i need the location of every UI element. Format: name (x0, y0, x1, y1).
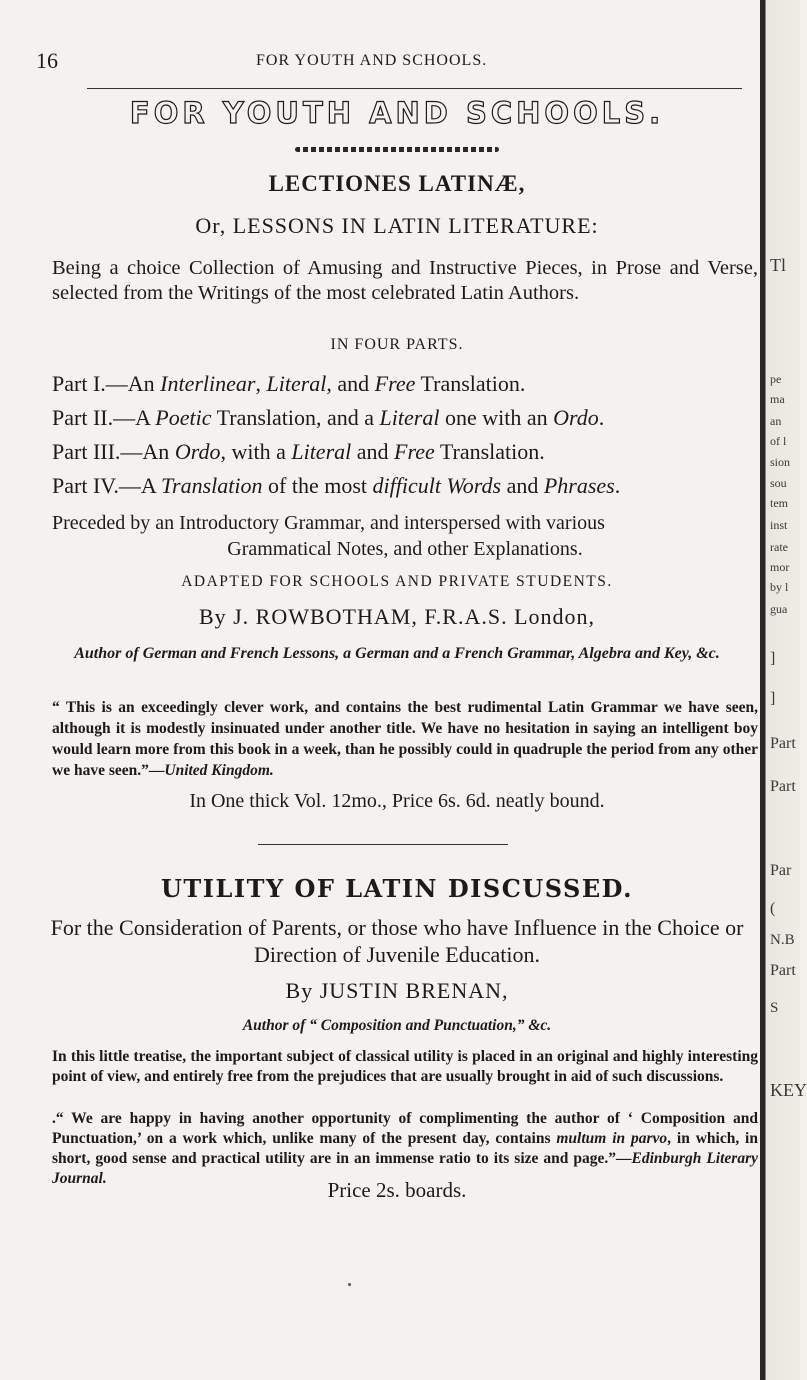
bleed-text: KEY (770, 1080, 807, 1100)
bleed-text: S (770, 1000, 779, 1016)
book-subtitle-utility: For the Consideration of Parents, or those who have Influence in the Choice or Direction of Juvenile Education. (50, 915, 744, 967)
bleed-text: N.B (770, 932, 795, 948)
ornament-divider (36, 147, 758, 153)
section-heading: FOR YOUTH AND SCHOOLS. (129, 96, 665, 130)
bleed-text: by l (770, 580, 789, 594)
bleed-text: Tl (770, 255, 786, 275)
bleed-text: of l (770, 434, 787, 448)
part-line-4: Part IV.—A Translation of the most difficult Words and Phrases. (52, 473, 621, 498)
bleed-text: gua (770, 602, 788, 616)
bleed-text: Part (770, 778, 796, 795)
bleed-text: Part (770, 962, 796, 979)
running-head: FOR YOUTH AND SCHOOLS. (256, 52, 488, 69)
preceded-note: Preceded by an Introductory Grammar, and interspersed with various Grammatical Notes, and other Explanations. (52, 512, 605, 560)
bleed-text: tem (770, 496, 788, 510)
author-works-brenan: Author of “ Composition and Punctuation,” &c. (242, 1017, 552, 1034)
author-byline: By J. ROWBOTHAM, F.R.A.S. London, (198, 604, 596, 629)
bleed-text: pe (770, 372, 782, 386)
bleed-text: ma (770, 392, 785, 406)
ink-speck (348, 1283, 351, 1286)
bleed-text: sou (770, 476, 787, 490)
bleed-text: inst (770, 518, 788, 532)
bleed-text: an (770, 414, 782, 428)
treatise-description: In this little treatise, the important subject of classical utility is placed in an original and highly interesting point of view, and entirely free from the prejudices that are usually brought in aid of such discussions. (52, 1048, 758, 1085)
bleed-text: ( (770, 900, 776, 917)
price-line: In One thick Vol. 12mo., Price 6s. 6d. neatly bound. (189, 790, 605, 812)
bleed-text: Part (770, 735, 796, 752)
author-works: Author of German and French Lessons, a German and a French Grammar, Algebra and Key, &c. (74, 645, 720, 662)
author-byline-brenan: By JUSTIN BRENAN, (285, 978, 509, 1003)
parts-heading: IN FOUR PARTS. (330, 336, 464, 353)
bleed-text: ] (770, 690, 776, 707)
bleed-text: sion (770, 455, 791, 469)
adapted-note: ADAPTED FOR SCHOOLS AND PRIVATE STUDENTS. (181, 573, 613, 590)
part-line-3: Part III.—An Ordo, with a Literal and Free Translation. (52, 439, 545, 464)
book-title-lectiones: LECTIONES LATINÆ, (268, 171, 526, 196)
page-number: 16 (36, 48, 58, 73)
bleed-text: ] (770, 650, 776, 667)
review-quote: “ This is an exceedingly clever work, and contains the best rudimental Latin Grammar we have seen, although it is modestly insinuated under another title. We have no hesitation in saying an intelligent boy would learn more from this book in a week, than he possibly could in quadruple the period from any other we have seen.”—United Kingdom. (52, 699, 758, 779)
bleed-text: mor (770, 560, 790, 574)
page-header (36, 48, 758, 74)
review-quote-edinburgh: .“ We are happy in having another opportunity of complimenting the author of ‘ Composition and Punctuation,’ on a work which, unlike many of the present day, contains multum in parvo, in which, in short, good sense and practical utility are in an immense ratio to its size and page.”—Edinburgh Literary Journal. (52, 1110, 758, 1187)
facing-page-edge (760, 0, 807, 1380)
bleed-text: rate (770, 540, 788, 554)
bleed-text: Par (770, 862, 792, 879)
book-subtitle: Or, LESSONS IN LATIN LITERATURE: (195, 213, 599, 238)
header-rule (87, 88, 742, 89)
book-description: Being a choice Collection of Amusing and Instructive Pieces, in Prose and Verse, selected from the Writings of the most celebrated Latin Authors. (52, 257, 758, 304)
price-line-utility: Price 2s. boards. (327, 1178, 467, 1202)
section-divider (258, 844, 508, 845)
part-line-1: Part I.—An Interlinear, Literal, and Free Translation. (52, 371, 526, 396)
book-title-utility: UTILITY OF LATIN DISCUSSED. (161, 874, 633, 903)
part-line-2: Part II.—A Poetic Translation, and a Literal one with an Ordo. (52, 405, 605, 430)
